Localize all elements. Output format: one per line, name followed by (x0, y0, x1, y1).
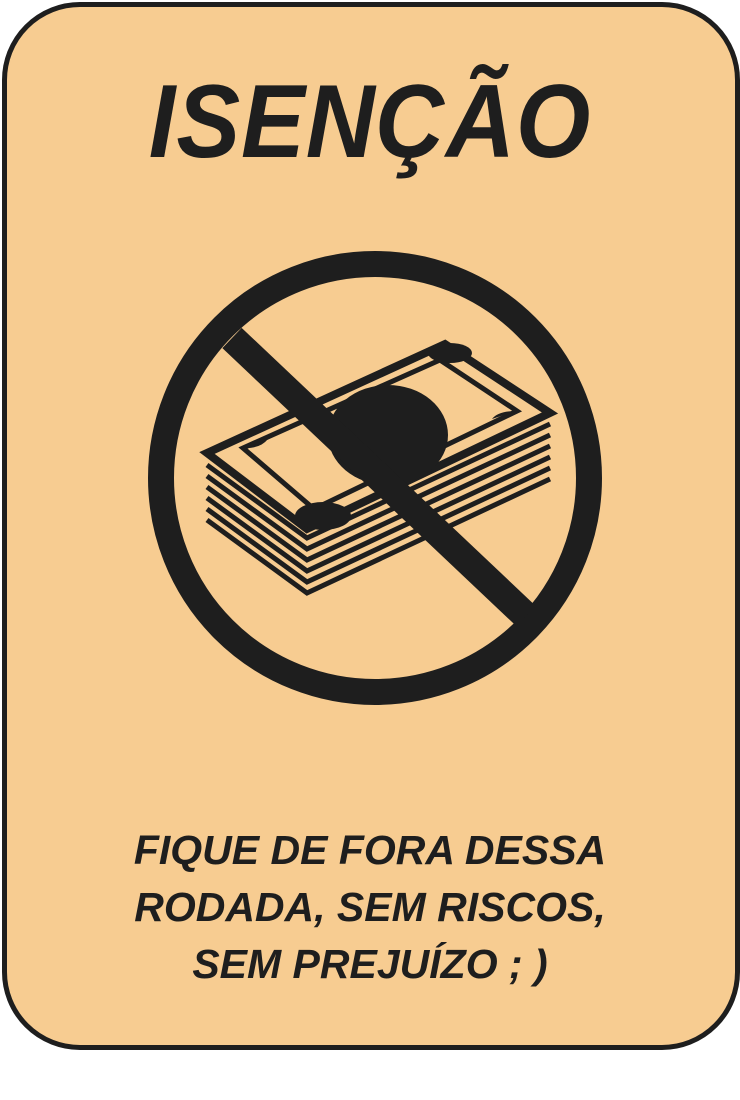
card-caption (0, 822, 740, 993)
card-title: ISENÇÃO (148, 64, 592, 180)
no-money-icon (140, 243, 610, 713)
caption-line: RODADA, SEM RISCOS, (134, 884, 606, 930)
caption-line: SEM PREJUÍZO ; ) (192, 941, 548, 987)
caption-line: FIQUE DE FORA DESSA (133, 827, 607, 873)
